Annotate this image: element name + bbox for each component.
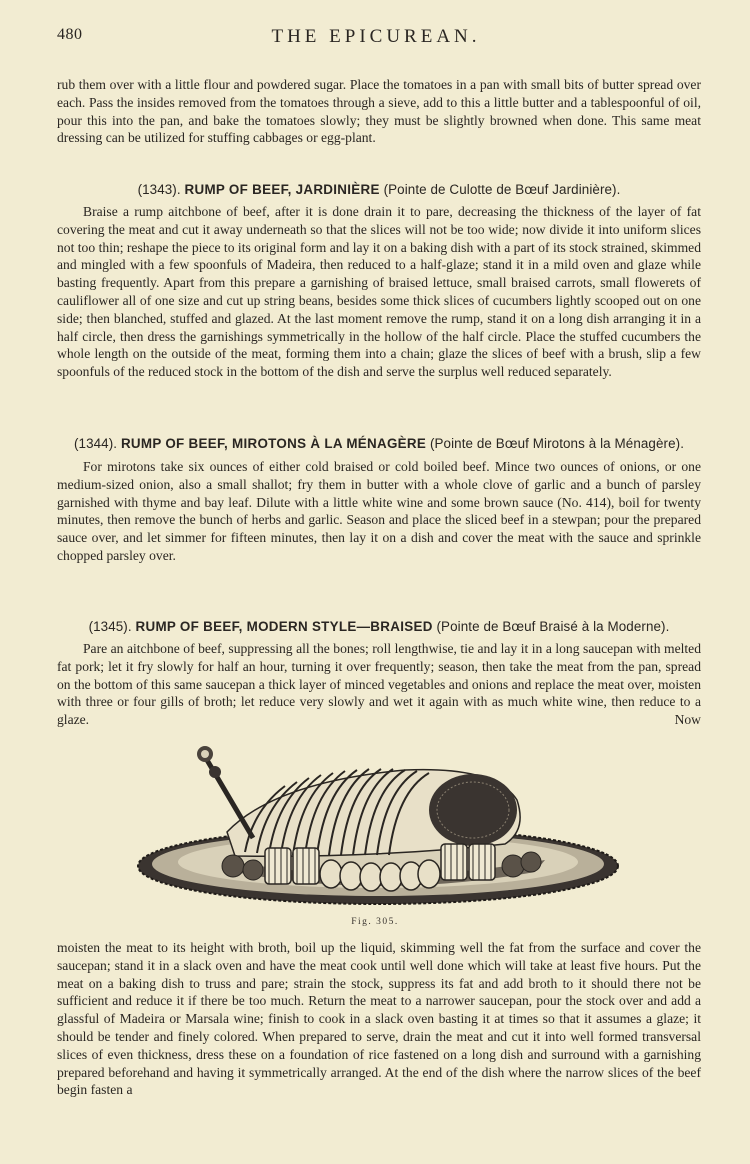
recipe-french-name: (Pointe de Bœuf Mirotons à la Ménagère).: [429, 436, 685, 451]
recipe-1343-heading: [57, 180, 701, 200]
recipe-title: RUMP OF BEEF, MIROTONS À LA MÉNAGÈRE: [120, 436, 427, 451]
running-title: THE EPICUREAN.: [271, 26, 481, 47]
recipe-number: (1345).: [88, 619, 132, 634]
recipe-french-name: (Pointe de Bœuf Braisé à la Moderne).: [436, 619, 670, 634]
recipe-number: (1343).: [137, 182, 181, 197]
recipe-1345-continuation-block: [57, 939, 701, 1099]
recipe-french-name: (Pointe de Culotte de Bœuf Jardinière).: [383, 182, 621, 197]
recipe-1345-continuation: moisten the meat to its height with broth, boil up the liquid, skimming well the fat from the surface and cover the saucepan; stand it in a slack oven and have the meat cook until well done which will take at least five hours. Put the meat on a baking dish to truss and pare; strain the stock, suppress its fat and add broth to it should there not be sufficient and reduce it if there be too much. Return the meat to a narrower saucepan, pour the stock over and add a glassful of Madeira or Marsala wine; finish to cook in a slack oven basting it at times so that it assumes a glaze; it should be tender and finely colored. When prepared to serve, drain the meat and cut it into well formed transversal slices of even thickness, dress these on a foundation of rice fastened on a long dish and surround with a garnishing prepared beforehand and having it symmetrically arranged. At the end of the dish where the narrow slices of the beef begin fasten a: [57, 940, 701, 1098]
recipe-title: RUMP OF BEEF, JARDINIÈRE: [184, 182, 380, 197]
page-number: 480: [57, 26, 83, 43]
recipe-1344-body: For mirotons take six ounces of either cold braised or cold boiled beef. Mince two ounces of onions, or one medium-sized onion, also a small shallot; fry them in butter with a whole clove of garlic and a bunch of parsley garnished with thyme and bay leaf. Dilute with a little white wine and some brown sauce (No. 414), boil for twenty minutes, then remove the bunch of herbs and garlic. Season and place the sliced beef in a stewpan; pour the prepared sauce over, and let simmer for fifteen minutes, then lay it on a dish and cover the meat with the sauce and sprinkle chopped parsley over.: [57, 459, 701, 563]
recipe-1343: [57, 180, 701, 381]
recipe-1344: [57, 434, 701, 565]
figure-caption: Fig. 305.: [351, 917, 399, 927]
recipe-1345-heading: [57, 617, 701, 637]
braised-rump-of-beef-illustration: [135, 740, 621, 916]
page-header: [57, 26, 695, 52]
intro-paragraph-block: [57, 76, 701, 147]
recipe-title: RUMP OF BEEF, MODERN STYLE—BRAISED: [135, 619, 433, 634]
recipe-1344-heading: [57, 434, 701, 454]
intro-paragraph: rub them over with a little flour and powdered sugar. Place the tomatoes in a pan with small bits of butter spread over each. Pass the insides removed from the tomatoes through a sieve, add to this a little butter and a tablespoonful of oil, pour this into the pan, and bake the tomatoes slowly; they must be slightly browned when done. This same meat dressing can be utilized for stuffing cabbages or egg-plant.: [57, 77, 701, 146]
recipe-number: (1344).: [73, 436, 118, 451]
recipe-1343-body: Braise a rump aitchbone of beef, after it is done drain it to pare, decreasing the thickness of the layer of fat covering the meat and cut it away underneath so that the slices will not be too wide; now divide it into uniform slices not too thin; reshape the piece to its original form and lay it on a baking dish with a part of its stock strained, skimmed and mingled with a few spoonfuls of Madeira, then reduced to a half-glaze; stand it in a mild oven and glaze while basting frequently. Apart from this prepare a garnishing of braised lettuce, small braised carrots, small flowerets of cauliflower all of one size and cut up string beans, besides some thick slices of cucumbers lightly scooped out on one side; then blanched, stuffed and glazed. At the last moment remove the rump, stand it on a long dish arranging it in a half circle, then dress the garnishings symmetrically in the hollow of the half circle. Place the stuffed cucumbers the whole length on the outside of the meat, forming them into a chain; glaze the slices of beef with a brush, slip a few spoonfuls of the reduced stock in the bottom of the dish and serve the surplus well reduced separately.: [57, 204, 701, 380]
recipe-1345: [57, 617, 701, 729]
recipe-1345-body: Pare an aitchbone of beef, suppressing all the bones; roll lengthwise, tie and lay it in a long saucepan with melted fat pork; let it fry slowly for half an hour, turning it over frequently; season, then take the meat from the pan, spread on the bottom of this same saucepan a thick layer of minced vegetables and onions and replace the meat over, moisten with three or four gills of broth; let reduce very slowly and wet it again with as much white wine, then reduce to a glaze. Now: [57, 641, 701, 728]
